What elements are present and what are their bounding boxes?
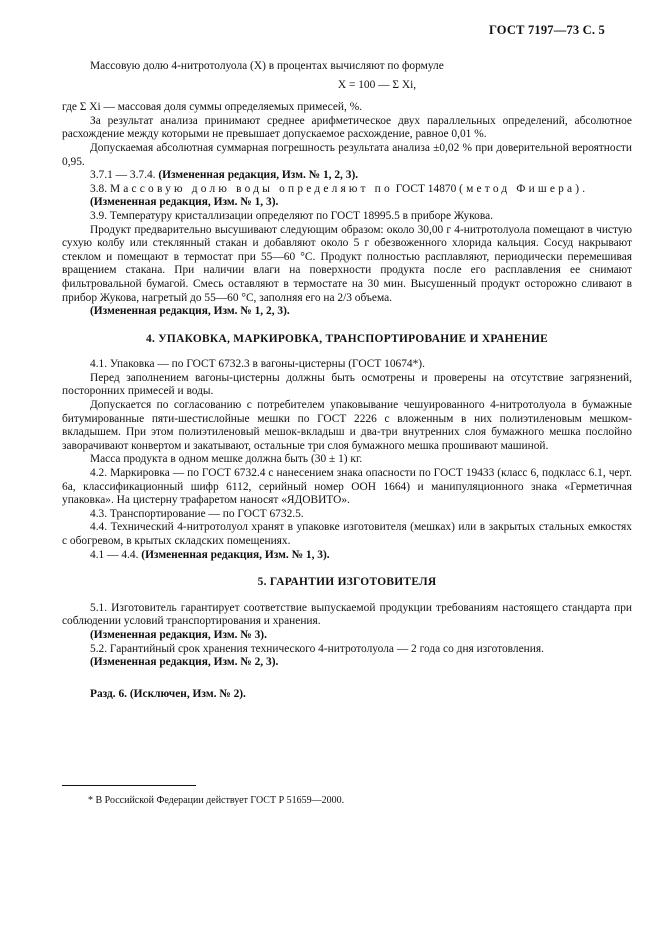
section-6-note: Разд. 6. (Исключен, Изм. № 2).	[90, 687, 246, 700]
clause-4-range	[62, 549, 632, 563]
clause-3-9: 3.9. Температуру кристаллизации определяют по ГОСТ 18995.5 в приборе Жукова.	[90, 209, 494, 222]
revision-note: (Измененная редакция, Изм. № 1, 3).	[141, 548, 330, 561]
revision-note: (Измененная редакция, Изм. № 3).	[90, 628, 267, 641]
error-paragraph: Допускаемая абсолютная суммарная погрешность результата анализа ±0,02 % при доверительной вероятности 0,95.	[62, 141, 632, 168]
drying-paragraph: Продукт предварительно высушивают следующим образом: около 30,00 г 4-нитротолуола помещают в чистую сухую колбу или стеклянный стакан и добавляют около 5 г обезвоженного хлорида кальция. Сосуд накрывают стеклом и помещают в термостат при 55—60 °С. Продукт полностью расплавляют, периодически перемешивая вращением стакана. При наличии влаги на поверхности продукта после его расплавления ее снимают фильтровальной бумагой. Смесь оставляют в термостате на 30 мин. Высушенный продукт осторожно сливают в прибор Жукова, нагретый до 55—60 °С, заполняя его на 2/3 объема.	[62, 223, 632, 304]
footnote: * В Российской Федерации действует ГОСТ Р 51659—2000.	[88, 795, 345, 806]
revision-note: (Измененная редакция, Изм. № 1, 2, 3).	[90, 305, 290, 318]
clause-4-2: 4.2. Маркировка — по ГОСТ 6732.4 с нанесением знака опасности по ГОСТ 19433 (класс 6, подкласс 6.1, черт. 6а, классификационный шифр 6112, серийный номер ООН 1664) и манипуляционного знака «Герметичная упаковка». На цистерну трафаретом наносят «ЯДОВИТО».	[62, 467, 632, 507]
clause-4-1: 4.1. Упаковка — по ГОСТ 6732.3 в вагоны-цистерны (ГОСТ 10674*).	[90, 358, 425, 371]
section-4-title: 4. УПАКОВКА, МАРКИРОВКА, ТРАНСПОРТИРОВАНИЕ И ХРАНЕНИЕ	[145, 332, 549, 345]
document-body	[62, 60, 632, 701]
revision-note: (Измененная редакция, Изм. № 1, 2, 3).	[158, 169, 359, 182]
gost-reference: ГОСТ 14870	[395, 182, 457, 195]
clause-number: 3.8.	[90, 182, 108, 195]
clause-3-8	[62, 183, 632, 197]
result-paragraph: За результат анализа принимают среднее арифметическое двух параллельных определений, абсолютное расхождение между которыми не превышает допускаемое расхождение, равное 0,01 %.	[62, 114, 632, 141]
clause-3-7	[62, 169, 632, 183]
formula-where: где Σ Xi — массовая доля суммы определяемых примесей, %.	[62, 101, 363, 114]
clause-spaced-text: Массовую долю воды определяют по	[109, 182, 393, 195]
footnote-divider	[62, 785, 196, 786]
page-header: ГОСТ 7197—73 С. 5	[488, 23, 605, 37]
revision-note: (Измененная редакция, Изм. № 1, 3).	[90, 196, 279, 209]
revision-note: (Измененная редакция, Изм. № 2, 3).	[90, 656, 279, 669]
method-name: (метод Фишера).	[459, 182, 589, 195]
section-5-title: 5. ГАРАНТИИ ИЗГОТОВИТЕЛЯ	[257, 576, 437, 589]
formula: X = 100 — Σ Xi,	[337, 78, 417, 91]
clause-4-3: 4.3. Транспортирование — по ГОСТ 6732.5.	[90, 507, 304, 520]
bag-packing-paragraph: Допускается по согласованию с потребителем упаковывание чешуированного 4-нитротолуола в бумажные битумированные пяти-шестислойные мешки по ГОСТ 2226 с вложенным в них полиэтиленовым мешком-вкладышем. При этом полиэтиленовый мешок-вкладыш и два-три внутренних слоя бумажного мешка послойно заворачивают конвертом и закатывают, остальные три слоя бумажного мешка прошивают машиной.	[62, 399, 632, 452]
clause-5-1: 5.1. Изготовитель гарантирует соответствие выпускаемой продукции требованиям настоящего стандарта при соблюдении условий транспортирования и хранения.	[62, 601, 632, 628]
formula-intro: Массовую долю 4-нитротолуола (X) в процентах вычисляют по формуле	[90, 60, 444, 72]
clause-number: 3.7.1 — 3.7.4.	[90, 169, 156, 182]
clause-5-2: 5.2. Гарантийный срок хранения технического 4-нитротолуола — 2 года со дня изготовления.	[90, 642, 544, 655]
tank-inspection-paragraph: Перед заполнением вагоны-цистерны должны быть осмотрены и проверены на отсутствие загрязнений, посторонних примесей и воды.	[62, 371, 632, 398]
clause-4-4: 4.4. Технический 4-нитротолуол хранят в упаковке изготовителя (мешках) или в закрытых стальных емкостях с обогревом, в крытых складских помещениях.	[62, 521, 632, 547]
bag-mass-paragraph: Масса продукта в одном мешке должна быть (30 ± 1) кг.	[90, 453, 363, 466]
clause-number: 4.1 — 4.4.	[90, 548, 139, 561]
